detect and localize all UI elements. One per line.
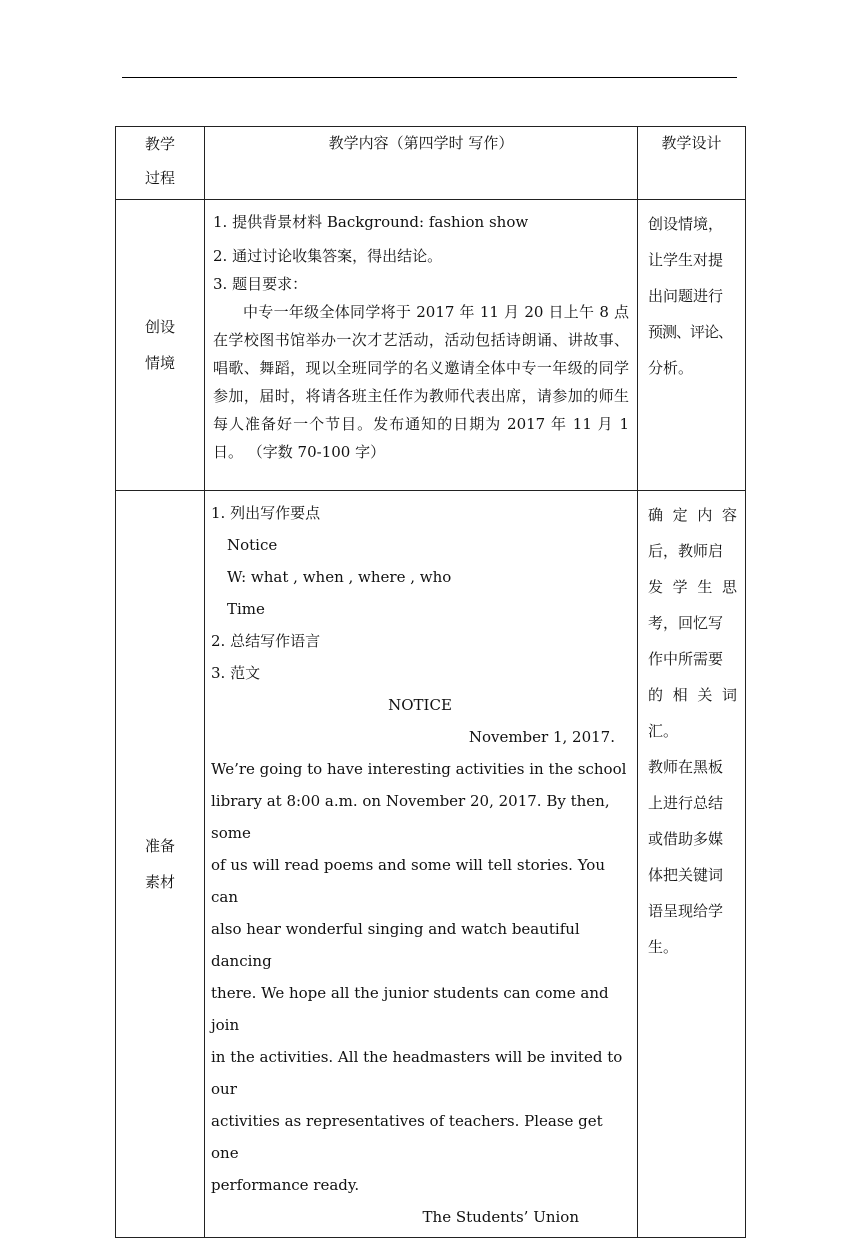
phase-cell: 准备 素材: [116, 491, 205, 1238]
header-content: 教学内容（第四学时 写作）: [205, 127, 638, 200]
content-item: 3. 题目要求：: [213, 275, 308, 293]
notice-title: NOTICE: [388, 696, 452, 714]
content-item: 1. 列出写作要点: [211, 504, 321, 522]
content-paragraph: 中专一年级全体同学将于 2017 年 11 月 20 日上午 8 点在学校图书馆举办一次才艺活动，活动包括诗朗诵、讲故事、唱歌、舞蹈，现以全班同学的名义邀请全体中专一年级的同学参加，届时，将请各班主任作为教师代表出席，请参加的师生每人准备好一个节目。发布通知的日期为 2017 年 11 月 1 日。 （字数 70-100 字）: [213, 303, 629, 461]
content-item: 3. 范文: [211, 664, 261, 682]
lesson-table: [115, 126, 746, 1238]
notice-date: November 1, 2017.: [468, 728, 615, 746]
content-subitem: Notice: [227, 536, 278, 554]
notice-body-line: of us will read poems and some will tell stories. You can: [211, 856, 605, 906]
notice-signature: The Students’ Union: [422, 1208, 579, 1226]
content-subitem: W: what , when , where , who: [227, 568, 452, 586]
content-subitem: Time: [227, 600, 265, 618]
notice-body-line: also hear wonderful singing and watch beautiful dancing: [211, 920, 580, 970]
header-rule: [122, 77, 737, 78]
header-process: 教学 过程: [116, 127, 205, 200]
content-item: 2. 总结写作语言: [211, 632, 321, 650]
design-cell: 创设情境， 让学生对提 出问题进行 预测、评论、 分析。: [638, 200, 746, 491]
notice-body-line: in the activities. All the headmasters will be invited to our: [211, 1048, 623, 1098]
notice-body-line: performance ready.: [211, 1176, 360, 1194]
table-row-materials: [116, 491, 746, 1238]
notice-body-line: activities as representatives of teachers. Please get one: [211, 1112, 603, 1162]
table-row-scenario: [116, 200, 746, 491]
content-cell: [205, 491, 638, 1238]
notice-body-line: there. We hope all the junior students can come and join: [211, 984, 609, 1034]
notice-body-line: library at 8:00 a.m. on November 20, 2017. By then, some: [211, 792, 610, 842]
content-cell: [205, 200, 638, 491]
design-cell: 确定内容 后，教师启 发学生思 考，回忆写 作中所需要 的相关词 汇。 教师在黑板 上进行总结 或借助多媒 体把关键词 语呈现给学 生。: [638, 491, 746, 1238]
notice-body-line: We’re going to have interesting activities in the school: [211, 760, 627, 778]
header-design: 教学设计: [638, 127, 746, 200]
phase-cell: 创设 情境: [116, 200, 205, 491]
table-header-row: [116, 127, 746, 200]
content-item: 1. 提供背景材料 Background: fashion show: [213, 213, 529, 231]
content-item: 2. 通过讨论收集答案，得出结论。: [213, 247, 443, 265]
